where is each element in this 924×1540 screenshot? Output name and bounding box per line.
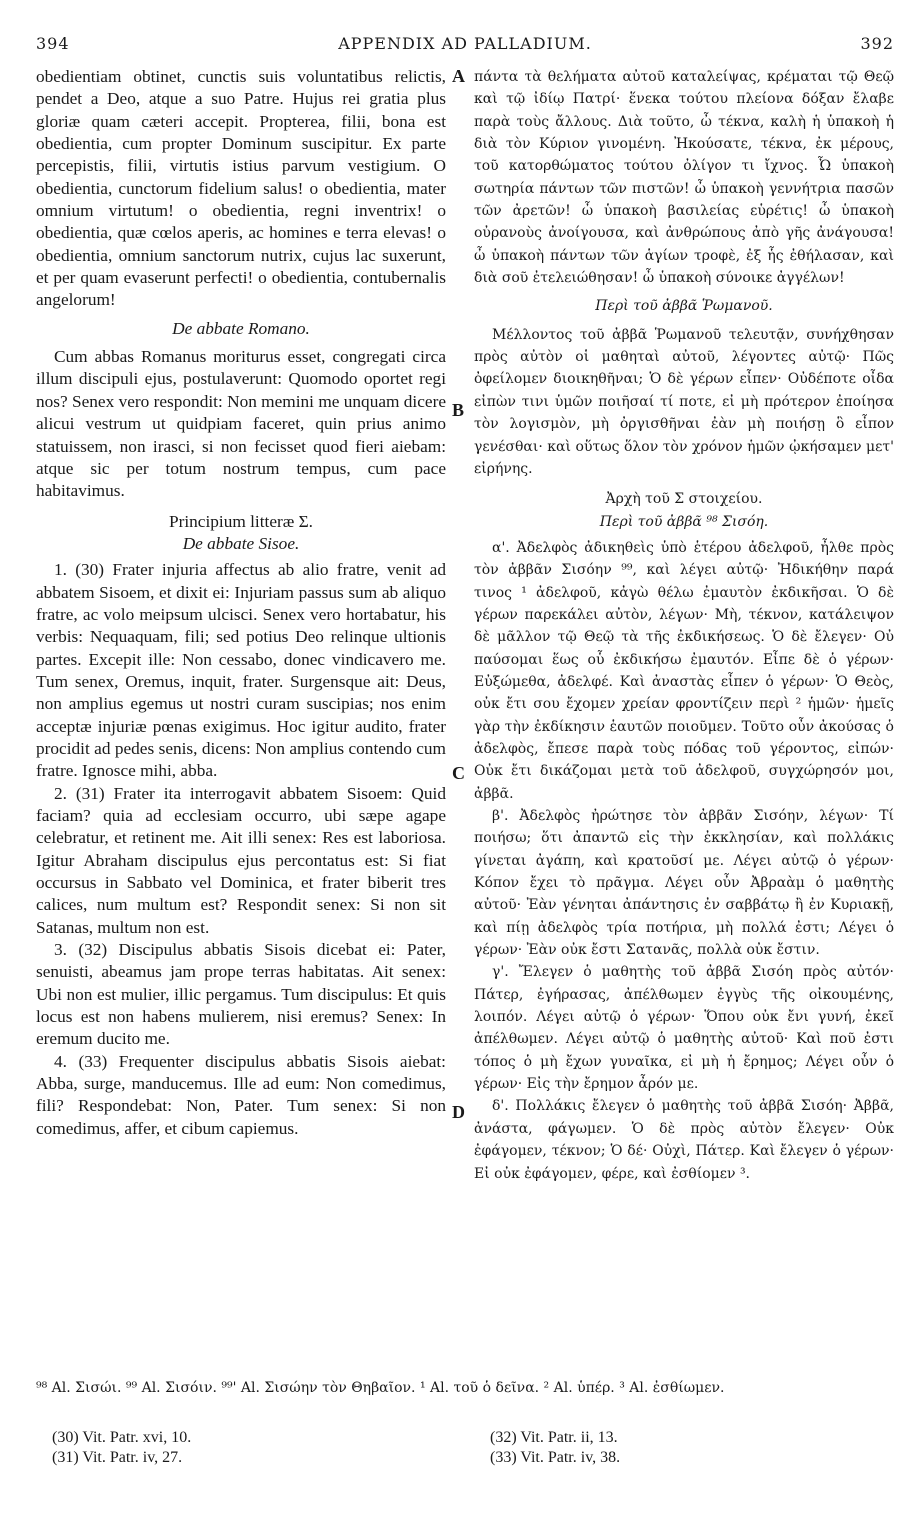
latin-paragraph: obedientiam obtinet, cunctis suis voluntatibus relictis, pendet a Deo, atque a suo Patre. Hujus rei gratia plus gloriæ quam cæteri accepit. Propterea, filii, bona est obedientia, cum propter Dominum suscipitur. Ex parte percepistis, filii, virtutis istius parvum vestigium. O obedientia, cunctorum fidelium salus! o obedientia, mater omnium virtutum! o obedientia, regni inventrix! o obedientia, quæ cœlos aperis, ac homines e terra elevas! o obedientia, omnium sanctorum nutrix, cujus lac suxerunt, et per quam evaserunt perfecti! o obedientia, contubernalis angelorum!: [36, 67, 446, 310]
column-marker: D: [452, 1102, 465, 1122]
greek-paragraph: πάντα τὰ θελήματα αὐτοῦ καταλείψας, κρέμαται τῷ Θεῷ καὶ τῷ ἰδίῳ Πατρί· ἕνεκα τούτου πλείονα δόξαν ἔλαβε παρὰ τοὺς ἄλλους. Διὰ τοῦτο, ὦ τέκνα, καλὴ ἡ ὑπακοὴ ἡ διὰ τὸν Κύριον γινομένη. Ἠκούσατε, τέκνα, ἐκ μέρους, τοῦ κατορθώματος τούτου ὀλίγον τι ἴχνος. Ὦ ὑπακοὴ σωτηρία πάντων τῶν πιστῶν! ὦ ὑπακοὴ γεννήτρια πασῶν τῶν ἀρετῶν! ὦ ὑπακοὴ βασιλείας εὑρέτις! ὦ ὑπακοὴ οὐρανοὺς ἀνοίγουσα, καὶ ἀνθρώπους ἀπὸ γῆς ἀνάγουσα! ὦ ὑπακοὴ πάντων τῶν ἁγίων τροφὲ, ἐξ ἧς ἐθήλασαν, καὶ διὰ σοῦ ἐτελειώθησαν! ὦ ὑπακοὴ σύνοικε ἀγγέλων!: [474, 69, 894, 287]
page-header: [36, 34, 894, 60]
column-marker: B: [452, 400, 465, 420]
column-marker: C: [452, 763, 465, 783]
greek-paragraph: γ'. Ἔλεγεν ὁ μαθητὴς τοῦ ἀββᾶ Σισόη πρὸς αὐτόν· Πάτερ, ἐγήρασας, ἀπέλθωμεν ἐγγὺς τῆς οἰκουμένης, λοιπόν. Λέγει αὐτῷ ὁ γέρων· Ὅπου οὐκ ἔνι γυνή, ἐκεῖ ἀπέλθωμεν. Λέγει αὐτῷ ὁ μαθητὴς αὐτοῦ· Καὶ ποῦ ἐστι τόπος ὁ μὴ ἔχων γυναῖκα, εἰ μὴ ἡ ἔρημος; Λέγει οὖν ὁ γέρων· Εἰς τὴν ἔρημον ἆρόν με.: [474, 964, 894, 1093]
reference-notes-right: [490, 1428, 620, 1468]
greek-paragraph: δ'. Πολλάκις ἔλεγεν ὁ μαθητὴς τοῦ ἀββᾶ Σισόη· Ἀββᾶ, ἀνάστα, φάγωμεν. Ὁ δὲ πρὸς αὐτὸν ἔλεγεν· Οὐκ ἐφάγομεν, τέκνον; Ὁ δέ· Οὐχὶ, Πάτερ. Καὶ ἔλεγεν ὁ γέρων· Εἰ οὐκ ἐφάγομεν, φέρε, καὶ ἐσθίομεν ³.: [474, 1098, 894, 1182]
page-number-left: 394: [36, 34, 70, 53]
section-heading: Principium litteræ Σ.: [169, 511, 313, 531]
reference-note: (31) Vit. Patr. iv, 27.: [52, 1449, 183, 1466]
column-marker: A: [452, 66, 465, 86]
reference-notes-left: [52, 1428, 191, 1468]
reference-note: (30) Vit. Patr. xvi, 10.: [52, 1429, 192, 1446]
greek-paragraph: Μέλλοντος τοῦ ἀββᾶ Ῥωμανοῦ τελευτᾷν, συνήχθησαν πρὸς αὐτὸν οἱ μαθηταὶ αὐτοῦ, λέγοντες αὐτῷ· Πῶς ὀφείλομεν διοικηθῆναι; Ὁ δὲ γέρων εἶπεν· Οὐδέποτε οἶδα εἰπὼν τινι ὑμῶν ποιῆσαί τί ποτε, εἰ μὴ πρότερον ἐποίησα τὸν λογισμὸν, μὴ ὀργισθῆναι ἐὰν μὴ ποιήσῃ ὃ εἶπον γενέσθαι· καὶ οὕτως ὅλον τὸν χρόνον ἡμῶν ᾠκήσαμεν μετ' εἰρήνης.: [474, 326, 894, 477]
section-subheading: Περὶ τοῦ ἀββᾶ ⁹⁸ Σισόη.: [599, 513, 769, 530]
latin-paragraph: 2. (31) Frater ita interrogavit abbatem Sisoem: Quid faciam? quia ad ecclesiam occurro, ubi sæpe agape celebratur, et retinent me. Ait illi senex: Res est laboriosa. Igitur Abraham discipulus ejus percontatus est: Si fiat occursus in Sabbato vel Dominica, et frater biberit tres calices, num multum est? Respondit senex: Si non sit Satanas, multum non est.: [36, 783, 446, 937]
greek-paragraph: β'. Ἀδελφὸς ἠρώτησε τὸν ἀββᾶν Σισόην, λέγων· Τί ποιήσω; ὅτι ἀπαντῶ εἰς τὴν ἐκκλησίαν, καὶ πολλάκις γίνεται ἀγάπη, καὶ κρατοῦσί με. Λέγει αὐτῷ ὁ γέρων· Κόπον ἔχει τὸ πρᾶγμα. Λέγει οὖν Ἀβραὰμ ὁ μαθητὴς αὐτοῦ· Ἐὰν γένηται ἀπάντησις ἐν σαββάτῳ ἢ ἐν Κυριακῇ, καὶ πίῃ ἀδελφὸς τρία ποτήρια, μὴ πολλά ἐστι; Λέγει ὁ γέρων· Ἐὰν οὐκ ἔστι Σατανᾶς, πολλὰ οὐκ ἔστιν.: [474, 808, 894, 959]
running-title: APPENDIX AD PALLADIUM.: [338, 34, 592, 53]
latin-paragraph: 1. (30) Frater injuria affectus ab alio fratre, venit ad abbatem Sisoem, et dixit ei: Injuriam passus sum ab aliquo fratre, ac volo meipsum ulcisci. Senex vero hortabatur, his verbis: Nequaquam, fili; sed potius Deo relinque ultionis partes. Excepit ille: Non cessabo, donec vindicavero me. Tum senex, Oremus, inquit, frater. Surgensque ait: Deus, non amplius egemus ut nostri curam suscipias; nos enim acceptæ injuriæ pœnas exigimus. Hoc igitur audito, frater procidit ad pedes senis, dicens: Non amplius contendo cum fratre. Ignosce mihi, abba.: [36, 560, 446, 781]
section-heading: Περὶ τοῦ ἀββᾶ Ῥωμανοῦ.: [595, 298, 773, 315]
reference-note: (32) Vit. Patr. ii, 13.: [490, 1429, 618, 1446]
variant-footnotes: ⁹⁸ Al. Σισώι. ⁹⁹ Al. Σισόιν. ⁹⁹' Al. Σισώην τὸν Θηβαῖον. ¹ Al. τοῦ ὁ δεῖνα. ² Al. ὑπέρ. ³ Al. ἐσθίωμεν.: [36, 1380, 725, 1396]
page-number-right: 392: [860, 34, 894, 53]
latin-column: [36, 66, 446, 1140]
latin-paragraph: 3. (32) Discipulus abbatis Sisois dicebat ei: Pater, senuisti, abeamus jam prope terras habitatas. Ait senex: Ubi non est mulier, illic pergamus. Tum discipulus: Et quis locus est non habens mulierem, nisi eremus? Senex: In eremum ducito me.: [36, 940, 446, 1049]
section-heading: De abbate Romano.: [172, 318, 310, 338]
section-subheading: De abbate Sisoe.: [182, 533, 300, 553]
latin-paragraph: 4. (33) Frequenter discipulus abbatis Sisois aiebat: Abba, surge, manducemus. Ille ad eum: Non comedimus, fili? Respondebat: Non, Pater. Tum senex: Si non comedimus, affer, et cibum capiemus.: [36, 1051, 446, 1138]
section-heading: Ἀρχὴ τοῦ Σ στοιχείου.: [605, 491, 763, 508]
greek-column: [474, 66, 894, 1185]
greek-paragraph: α'. Ἀδελφὸς ἀδικηθεὶς ὑπὸ ἑτέρου ἀδελφοῦ, ἦλθε πρὸς τὸν ἀββᾶν Σισόην ⁹⁹, καὶ λέγει αὐτῷ· Ἠδικήθην παρά τινος ¹ ἀδελφοῦ, κἀγὼ θέλω ἐμαυτὸν ἐκδικῆσαι. Ὁ δὲ γέρων παρεκάλει αὐτὸν, λέγων· Μὴ, τέκνον, κατάλειψον δὲ μᾶλλον τῷ Θεῷ τὰ τῆς ἐκδικήσεως. Ὁ δὲ ἔλεγεν· Οὐ παύσομαι ἕως οὗ ἐκδικήσω ἐμαυτόν. Εἶπε δὲ ὁ γέρων· Εὐξώμεθα, ἀδελφέ. Καὶ ἀναστὰς εἶπεν ὁ γέρων· Ὁ Θεὸς, οὐκ ἔτι σου ἔχομεν χρείαν φροντίζειν περὶ ² ἡμῶν· ἡμεῖς γὰρ τὴν ἐκδίκησιν ἑαυτῶν ποιοῦμεν. Τοῦτο οὖν ἀκούσας ὁ ἀδελφὸς, ἔπεσε παρὰ τοὺς πόδας τοῦ γέροντος, εἰπών· Οὐκ ἔτι δικάζομαι μετὰ τοῦ ἀδελφοῦ, συγχώρησόν μοι, ἀββᾶ.: [474, 539, 894, 802]
reference-note: (33) Vit. Patr. iv, 38.: [490, 1449, 621, 1466]
latin-paragraph: Cum abbas Romanus moriturus esset, congregati circa illum discipuli ejus, postulaverunt: Quomodo oportet regi nos? Senex vero respondit: Non memini me unquam dicere alicui vestrum ut quidpiam faceret, quin prius animo statuissem, non irasci, si non fecisset quod fieri aiebam: atque sic per totum nostrum tempus, cum pace habitavimus.: [36, 347, 446, 501]
